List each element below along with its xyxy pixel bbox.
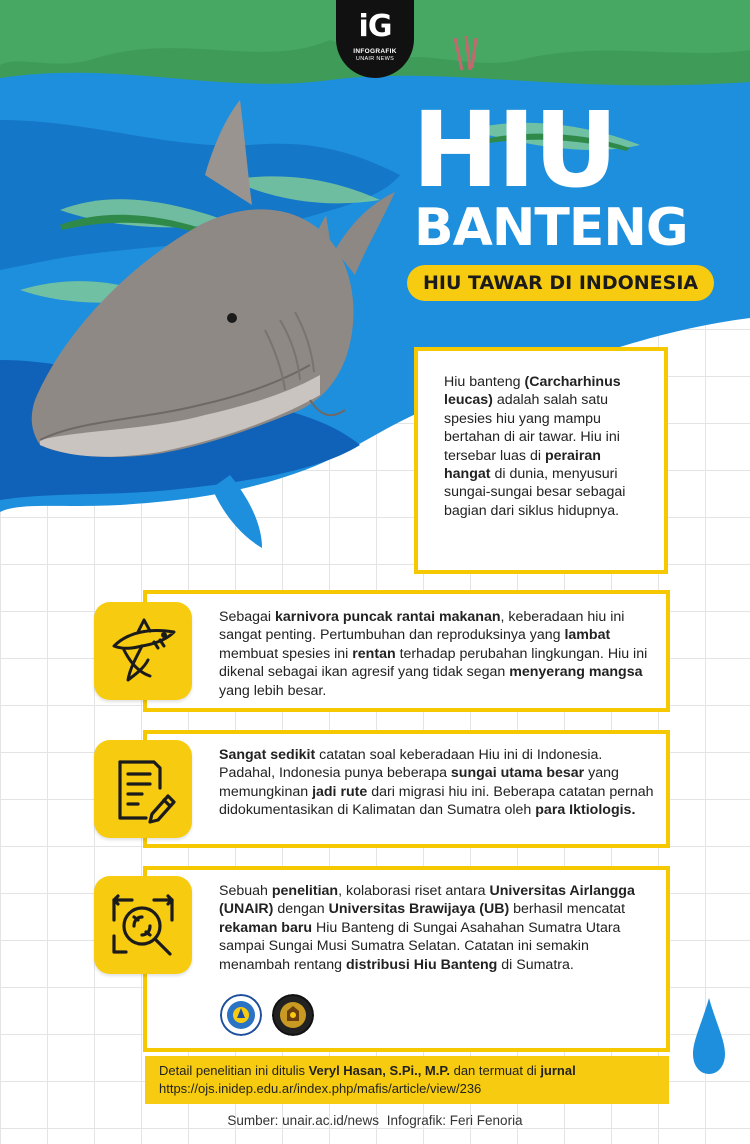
info-card-records bbox=[143, 730, 670, 848]
shark-icon bbox=[94, 602, 192, 700]
card-text: , kolaborasi riset antara bbox=[338, 883, 490, 899]
document-edit-icon-tile bbox=[94, 740, 192, 838]
brand-name: INFOGRAFIK bbox=[353, 48, 397, 55]
document-edit-icon bbox=[94, 740, 192, 838]
card-text: Hiu Banteng di Sungai Asahahan Sumatra Utara sampai Sungai Musi Sumatra Selatan. Catatan ini semakin menambah rentang bbox=[219, 919, 621, 973]
water-drop-icon bbox=[692, 998, 726, 1074]
shark-icon-tile bbox=[94, 602, 192, 700]
card-text: berhasil mencatat bbox=[509, 901, 626, 918]
unair-seal-logo bbox=[220, 994, 262, 1036]
card-highlight: Universitas Airlangga (UNAIR) bbox=[219, 883, 635, 918]
card-highlight: penelitian bbox=[271, 883, 339, 899]
page-subtitle: BANTENG bbox=[414, 198, 688, 258]
card-text: yang lebih besar. bbox=[219, 682, 327, 699]
card-text: dari migrasi hiu ini. Beberapa catatan pernah didokumentasikan di Kalimatan dan Sumatra oleh bbox=[219, 783, 654, 819]
card-highlight: Sangat sedikit bbox=[219, 747, 316, 763]
intro-text: adalah salah satu spesies hiu yang mampu bertahan di air tawar. Hiu ini tersebar luas di bbox=[444, 392, 620, 464]
footnote-highlight: jurnal bbox=[540, 1063, 576, 1078]
card-text: terhadap perubahan lingkungan. Hiu ini dikenal sebagai ikan agresif yang tidak segan bbox=[219, 645, 648, 681]
footnote-text: dan termuat di bbox=[449, 1063, 541, 1078]
card-text: Sebagai bbox=[219, 609, 276, 625]
source-credit: Sumber: unair.ac.id/news bbox=[227, 1113, 379, 1128]
card-highlight: karnivora puncak rantai makanan bbox=[275, 609, 501, 625]
card-highlight: distribusi Hiu Banteng bbox=[345, 956, 498, 973]
card-highlight: Universitas Brawijaya (UB) bbox=[328, 901, 510, 918]
card-text: Sebuah bbox=[219, 883, 272, 899]
card-text: di Sumatra. bbox=[497, 956, 574, 973]
author-name: Veryl Hasan, S.Pi., M.P. bbox=[308, 1063, 450, 1078]
university-logos bbox=[220, 994, 320, 1040]
credits-line bbox=[0, 1112, 750, 1130]
intro-text: di dunia, menyusuri sungai-sungai besar sebagai bagian dari siklus hidupnya. bbox=[444, 466, 626, 519]
card-highlight: jadi rute bbox=[312, 783, 368, 800]
research-footnote bbox=[145, 1056, 669, 1104]
info-card-predator bbox=[143, 590, 670, 712]
intro-card bbox=[414, 347, 668, 574]
card-highlight: rekaman baru bbox=[219, 919, 313, 936]
intro-text: Hiu banteng bbox=[444, 374, 525, 390]
journal-link[interactable]: https://ojs.inidep.edu.ar/index.php/mafis/article/view/236 bbox=[159, 1081, 482, 1096]
card-text: membuat spesies ini bbox=[219, 645, 353, 662]
title-tagline-badge: HIU TAWAR DI INDONESIA bbox=[407, 265, 714, 301]
card-text: dengan bbox=[273, 901, 329, 918]
brand-subname: UNAIR NEWS bbox=[355, 56, 395, 62]
card-highlight: sungai utama besar bbox=[450, 765, 585, 782]
card-text: catatan soal keberadaan Hiu ini di Indonesia. Padahal, Indonesia punya beberapa bbox=[219, 747, 603, 782]
card-highlight: rentan bbox=[352, 645, 396, 662]
research-search-icon-tile bbox=[94, 876, 192, 974]
infografik-unair-news-logo bbox=[336, 0, 414, 78]
card-text: , keberadaan hiu ini sangat penting. Pertumbuhan dan reproduksinya yang bbox=[219, 609, 625, 644]
research-search-icon bbox=[94, 876, 192, 974]
card-highlight: menyerang mangsa bbox=[509, 664, 643, 681]
author-credit: Infografik: Feri Fenoria bbox=[386, 1113, 523, 1128]
brand-mark: iG bbox=[358, 9, 392, 44]
page-title: HIU bbox=[412, 89, 617, 211]
card-text: yang memungkinan bbox=[219, 765, 619, 800]
ub-seal-logo bbox=[272, 994, 314, 1036]
intro-scientific-name: (Carcharhinus leucas) bbox=[444, 374, 621, 409]
card-highlight: lambat bbox=[564, 627, 611, 644]
intro-highlight: perairan hangat bbox=[444, 447, 601, 483]
card-highlight: para Iktiologis. bbox=[535, 802, 636, 819]
footnote-text: Detail penelitian ini ditulis bbox=[159, 1063, 309, 1078]
